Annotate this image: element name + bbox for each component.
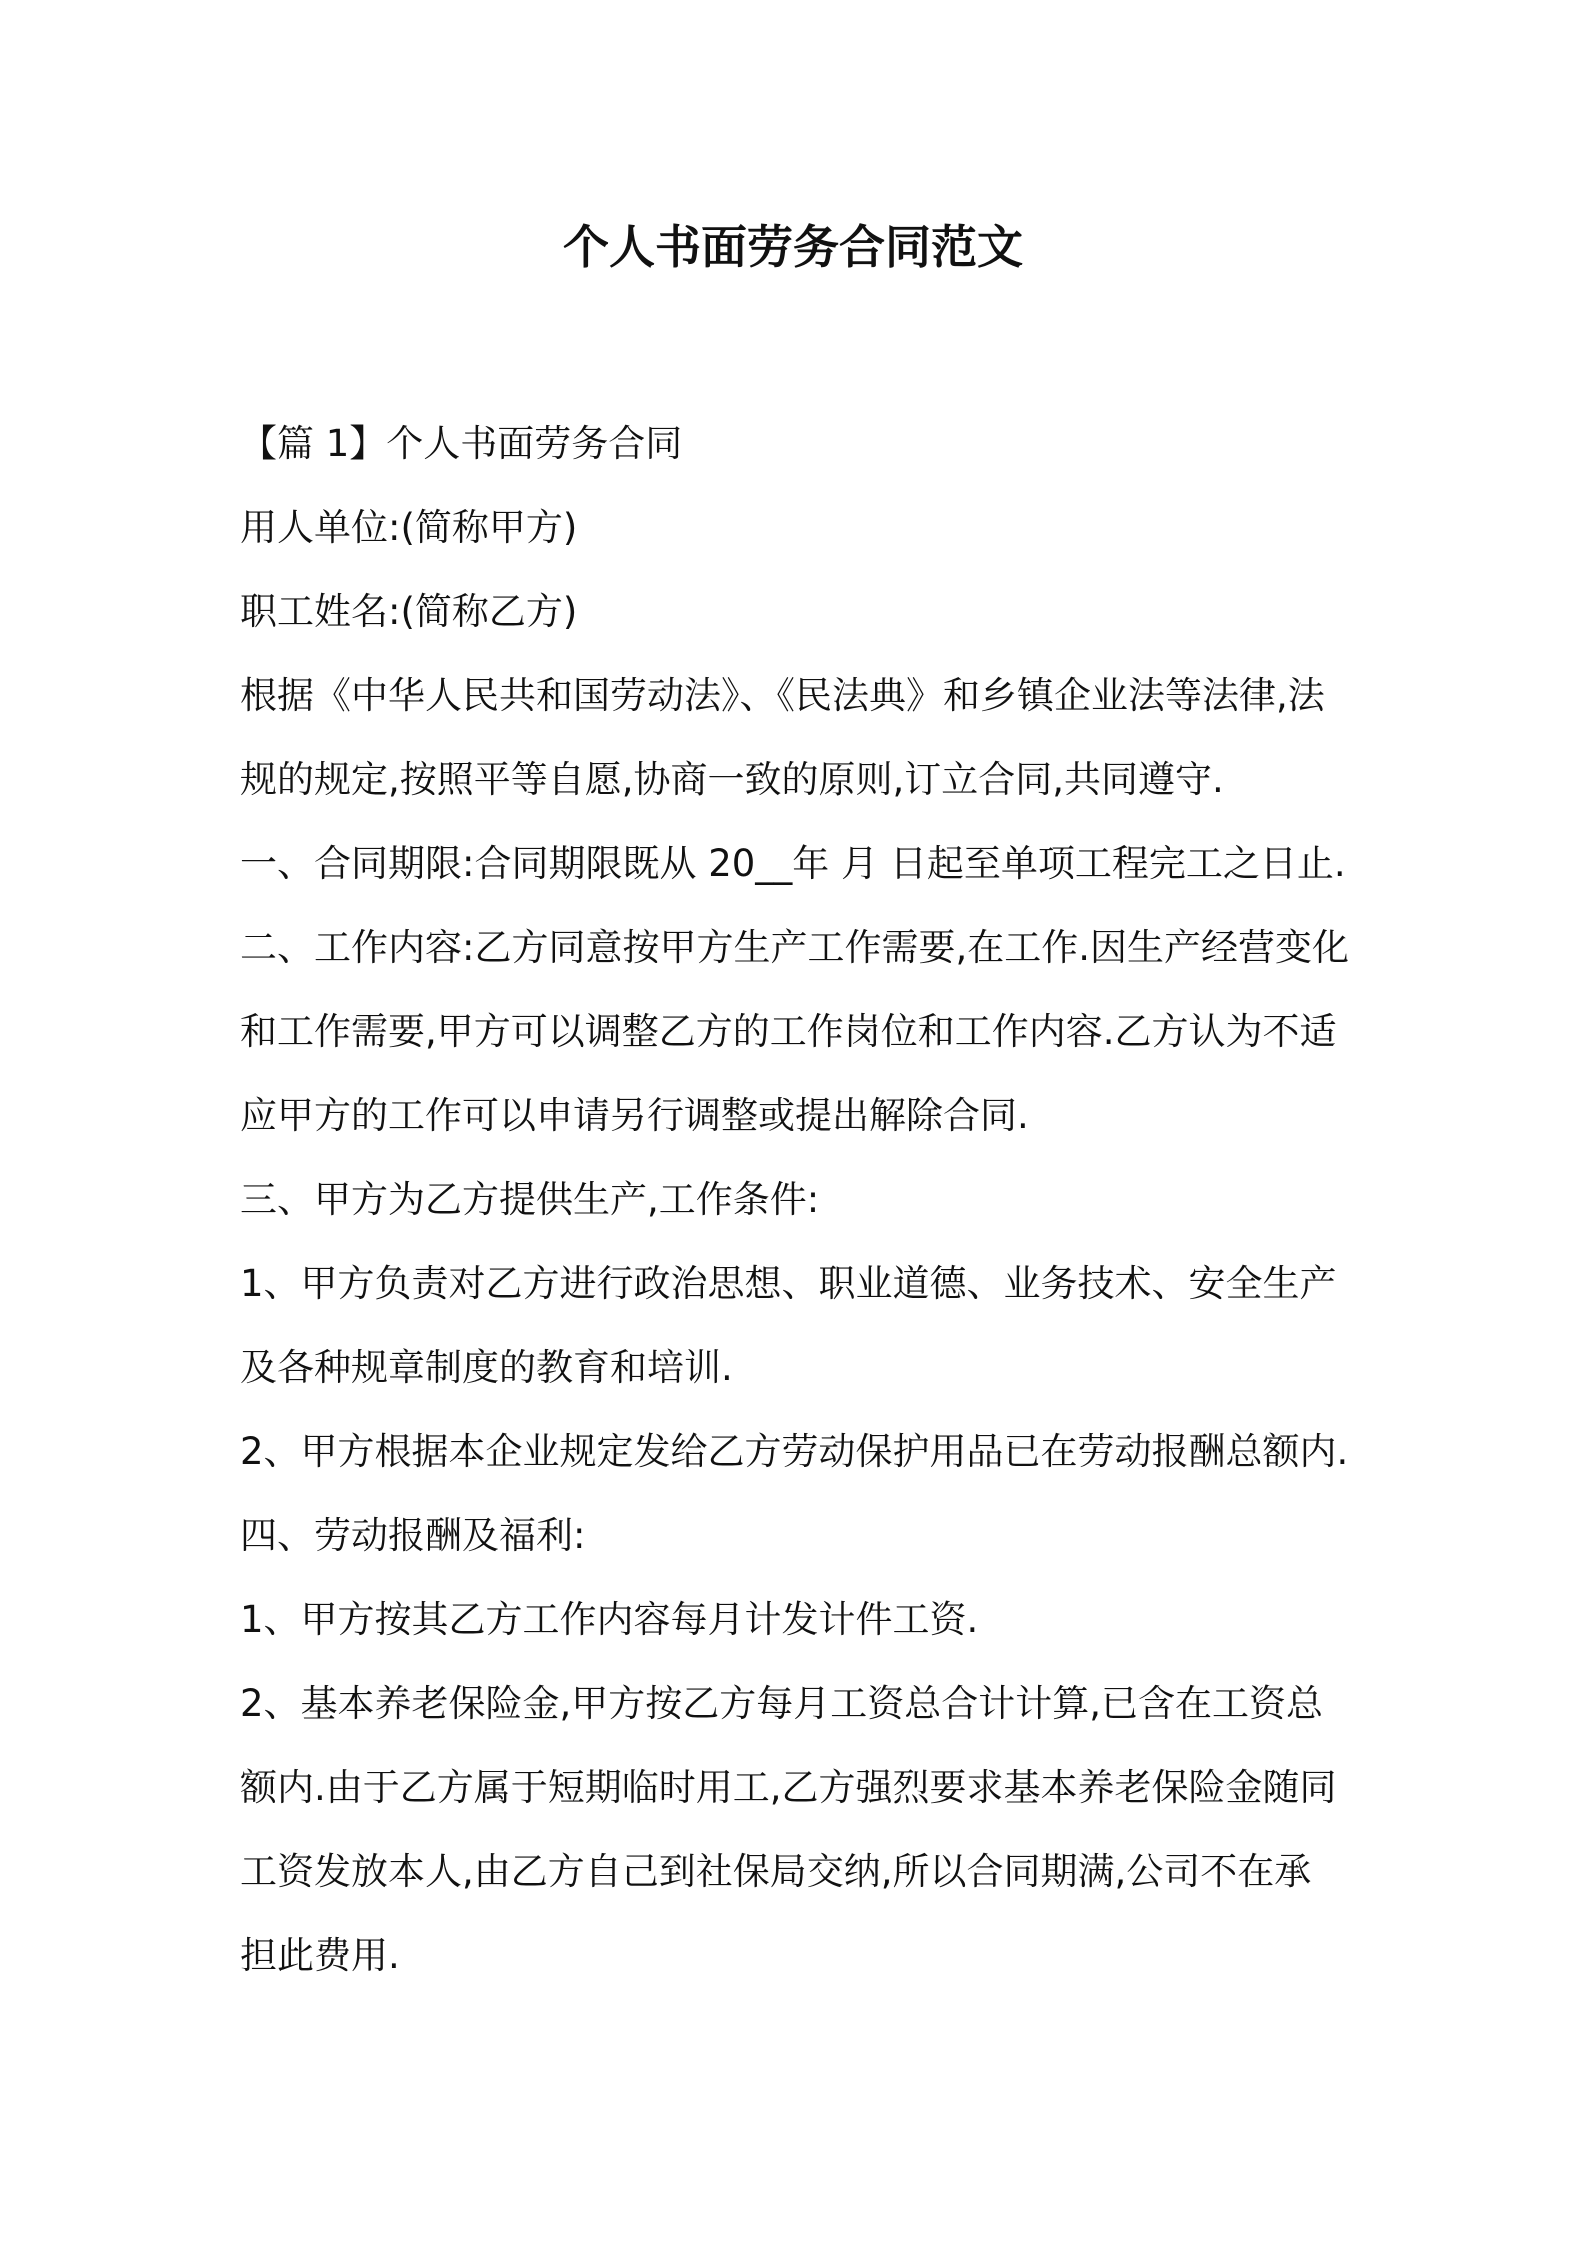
- clause-3-item-1-line-1: 1、甲方负责对乙方进行政治思想、职业道德、业务技术、安全生产: [240, 1262, 1337, 1305]
- section-heading-part1: 【篇 1】个人书面劳务合同: [240, 422, 683, 465]
- clause-2-line-3: 应甲方的工作可以申请另行调整或提出解除合同.: [240, 1094, 1029, 1137]
- clause-4-heading: 四、劳动报酬及福利:: [240, 1514, 586, 1557]
- employer-field: 用人单位:(简称甲方): [240, 506, 578, 549]
- preamble-line-1: 根据《中华人民共和国劳动法》、《民法典》和乡镇企业法等法律,法: [240, 674, 1325, 717]
- clause-2-line-1: 二、工作内容:乙方同意按甲方生产工作需要,在工作.因生产经营变化: [240, 926, 1349, 969]
- clause-4-item-2-line-2: 额内.由于乙方属于短期临时用工,乙方强烈要求基本养老保险金随同: [240, 1766, 1337, 1809]
- clause-4-item-1: 1、甲方按其乙方工作内容每月计发计件工资.: [240, 1598, 979, 1641]
- employee-field: 职工姓名:(简称乙方): [240, 590, 578, 633]
- clause-4-item-2-line-3: 工资发放本人,由乙方自己到社保局交纳,所以合同期满,公司不在承: [240, 1850, 1312, 1893]
- clause-4-item-2-line-1: 2、基本养老保险金,甲方按乙方每月工资总合计计算,已含在工资总: [240, 1682, 1324, 1725]
- clause-3-item-2: 2、甲方根据本企业规定发给乙方劳动保护用品已在劳动报酬总额内.: [240, 1430, 1349, 1473]
- clause-2-line-2: 和工作需要,甲方可以调整乙方的工作岗位和工作内容.乙方认为不适: [240, 1010, 1337, 1053]
- document-body: [240, 402, 1360, 1998]
- clause-4-item-2-line-4: 担此费用.: [240, 1934, 400, 1977]
- preamble-line-2: 规的规定,按照平等自愿,协商一致的原则,订立合同,共同遵守.: [240, 758, 1224, 801]
- clause-3-item-1-line-2: 及各种规章制度的教育和培训.: [240, 1346, 733, 1389]
- clause-3-heading: 三、甲方为乙方提供生产,工作条件:: [240, 1178, 820, 1221]
- clause-1-term: 一、合同期限:合同期限既从 20__年 月 日起至单项工程完工之日止.: [240, 842, 1346, 885]
- document-title: 个人书面劳务合同范文: [563, 220, 1023, 274]
